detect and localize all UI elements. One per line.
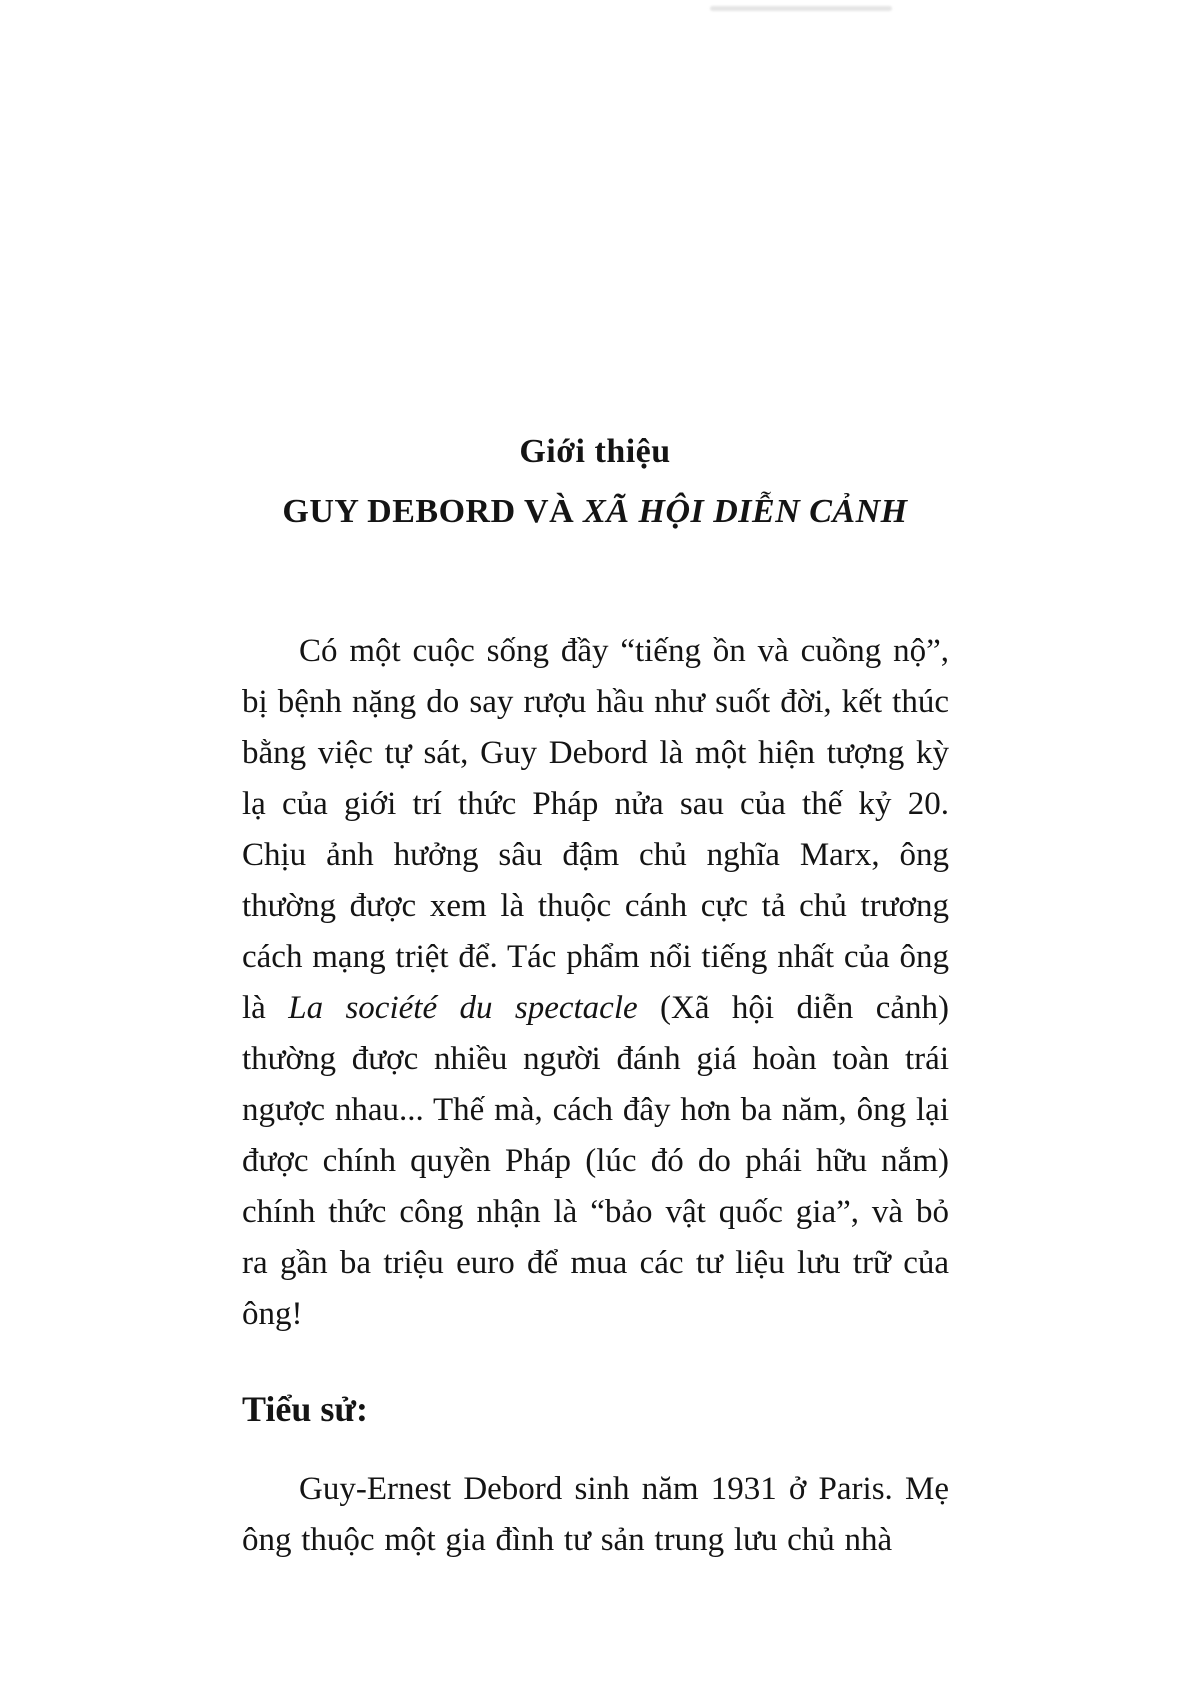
chapter-heading-author: GUY DEBORD VÀ (282, 493, 584, 530)
chapter-heading (0, 432, 1190, 532)
chapter-heading-title-line (0, 492, 1190, 532)
biography-section-heading: Tiểu sử: (242, 1389, 368, 1429)
chapter-heading-book-title: XÃ HỘI DIỄN CẢNH (583, 493, 908, 530)
intro-paragraph (242, 626, 949, 1340)
scan-smudge-artifact (710, 6, 892, 11)
biography-paragraph: Guy-Ernest Debord sinh năm 1931 ở Paris. Mẹ ông thuộc một gia đình tư sản trung lưu chủ nhà (242, 1471, 949, 1558)
intro-paragraph-text-after-title: (Xã hội diễn cảnh) thường được nhiều người đánh giá hoàn toàn trái ngược nhau... Thế mà, cách đây hơn ba năm, ông lại được chính quyền Pháp (lúc đó do phái hữu nắm) chính thức công nhận là “bảo vật quốc gia”, và bỏ ra gần ba triệu euro để mua các tư liệu lưu trữ của ông! (242, 990, 949, 1332)
chapter-heading-intro-label: Giới thiệu (519, 433, 671, 470)
intro-paragraph-french-book-title: La société du spectacle (288, 990, 638, 1026)
intro-paragraph-text-before-title: Có một cuộc sống đầy “tiếng ồn và cuồng nộ”, bị bệnh nặng do say rượu hầu như suốt đời, kết thúc bằng việc tự sát, Guy Debord là một hiện tượng kỳ lạ của giới trí thức Pháp nửa sau của thế kỷ 20. Chịu ảnh hưởng sâu đậm chủ nghĩa Marx, ông thường được xem là thuộc cánh cực tả chủ trương cách mạng triệt để. Tác phẩm nổi tiếng nhất của ông là (242, 633, 949, 1026)
